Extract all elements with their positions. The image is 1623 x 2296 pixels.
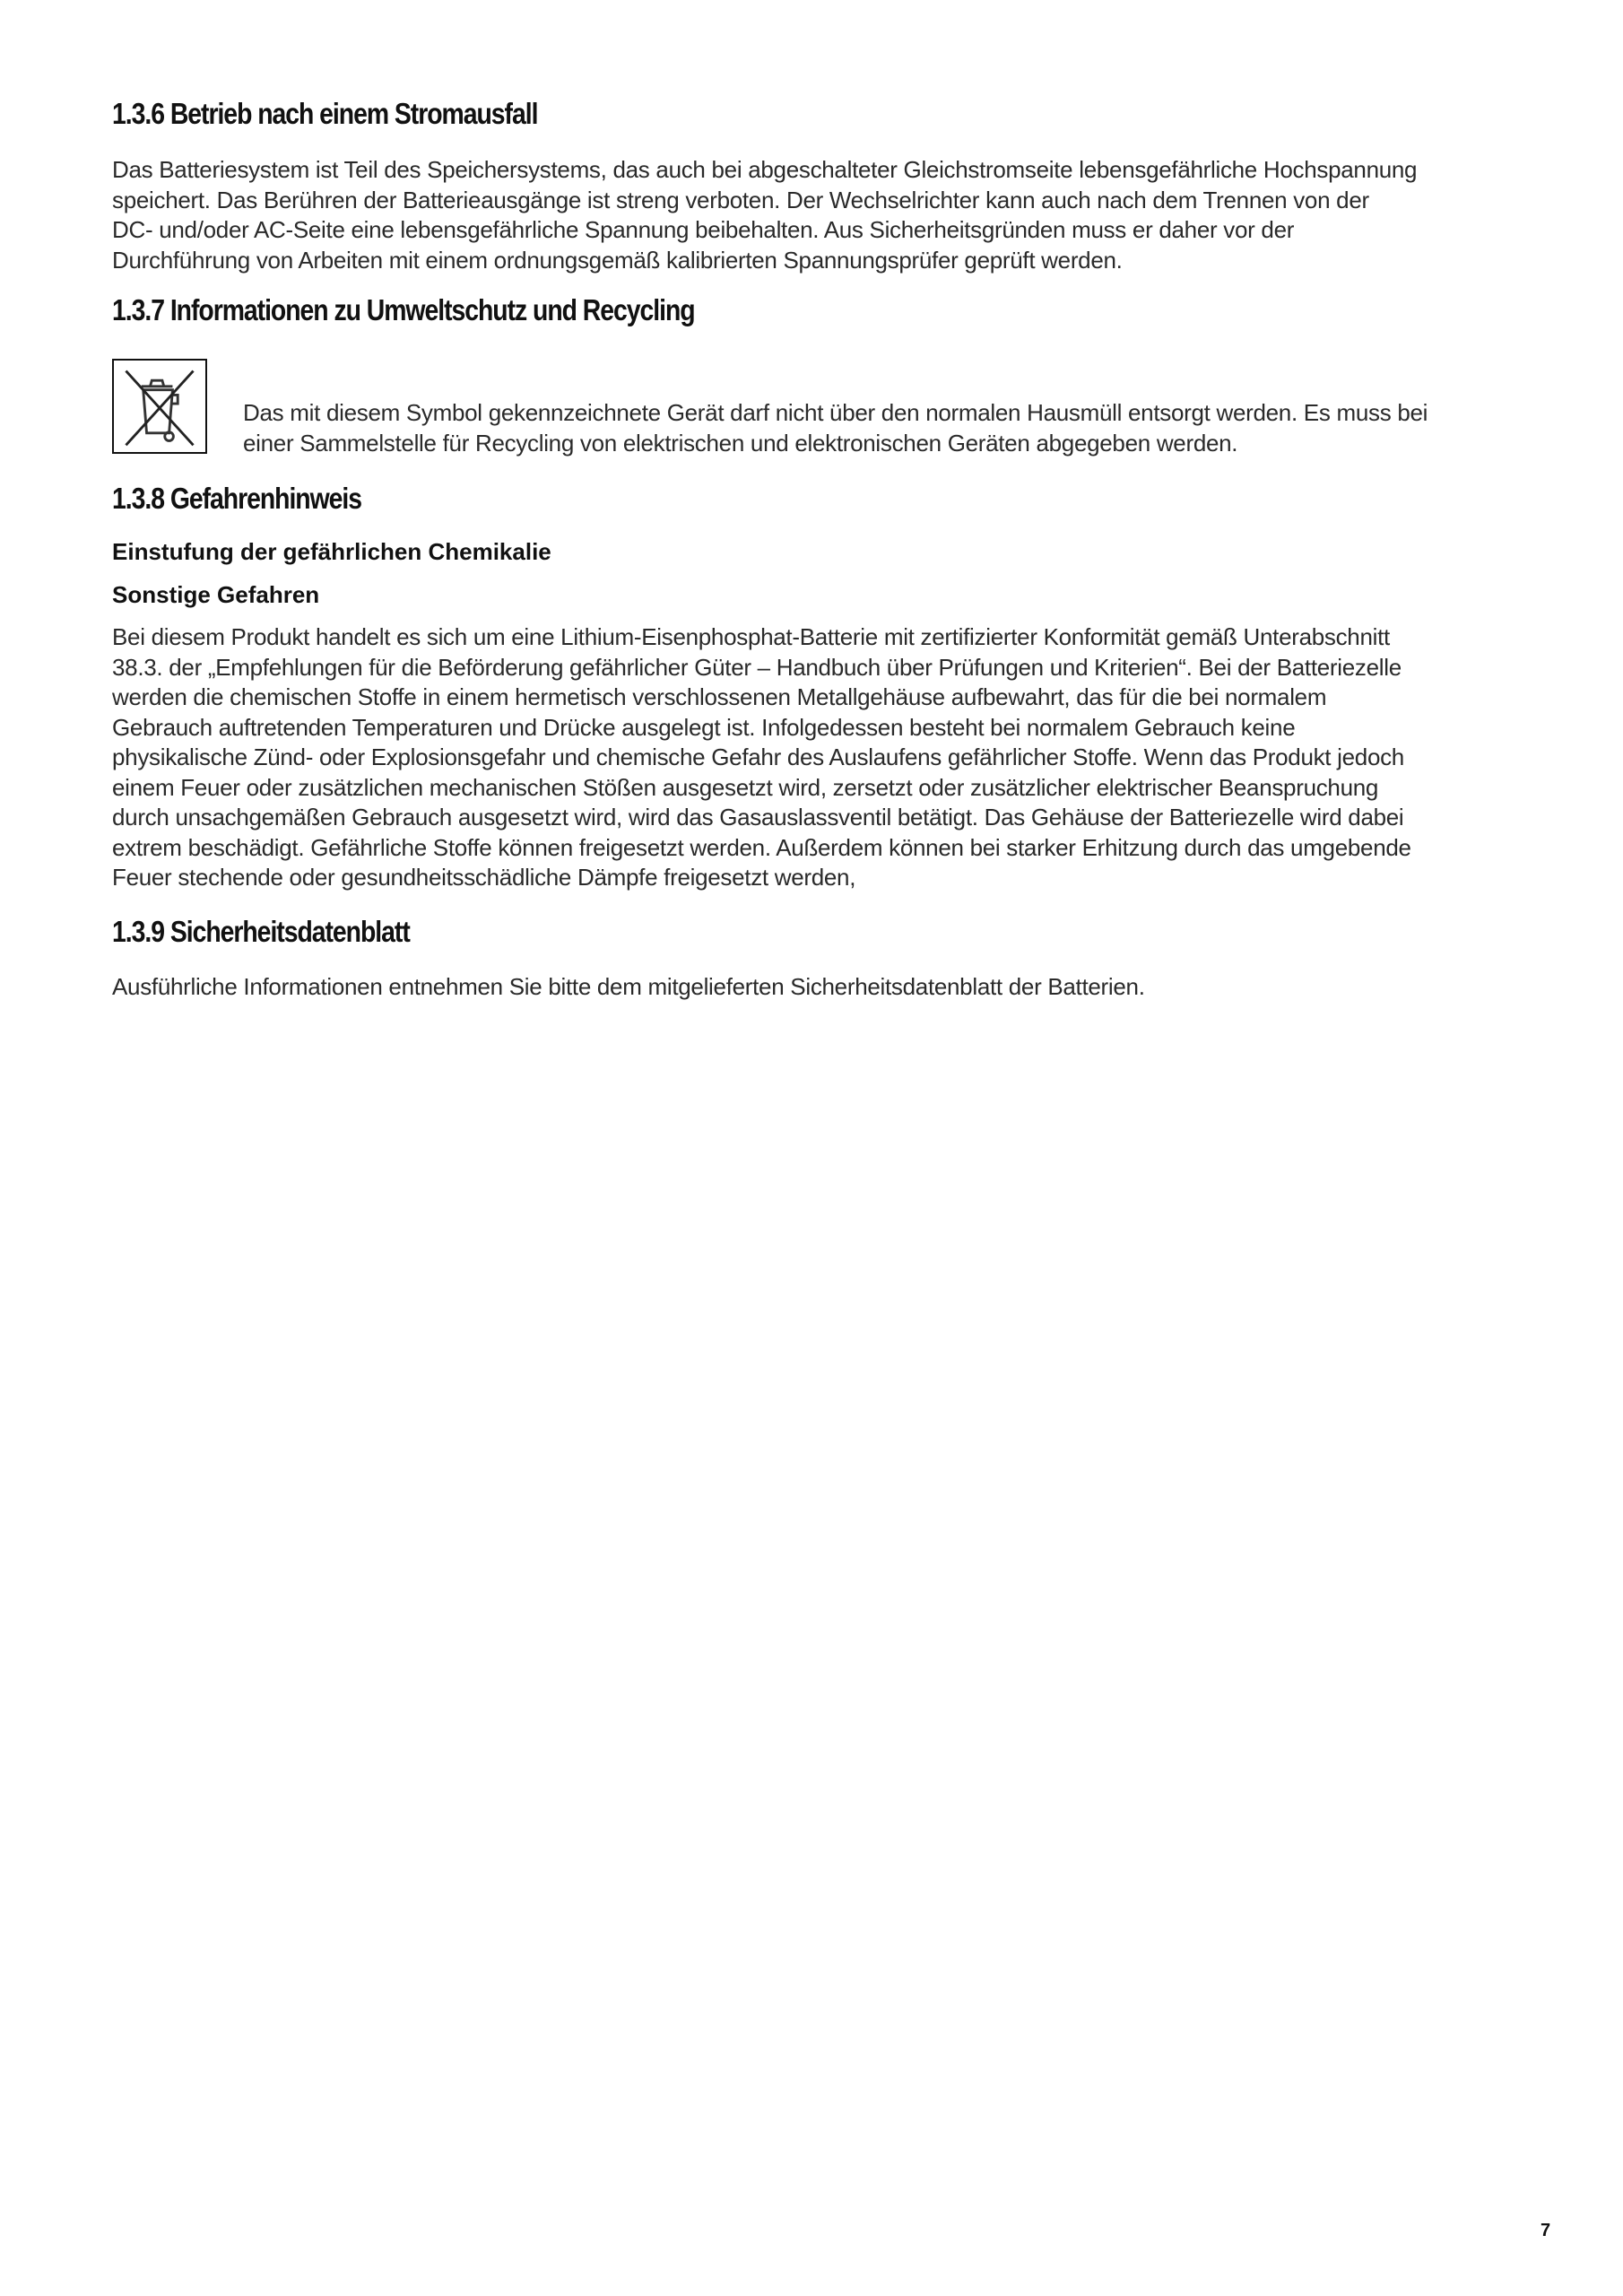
text-line: speichert. Das Berühren der Batterieausgänge ist streng verboten. Der Wechselrichter kann auch nach dem Trennen von der (112, 186, 1369, 213)
subheading-hazard-classification: Einstufung der gefährlichen Chemikalie (112, 538, 551, 565)
text-line: 38.3. der „Empfehlungen für die Beförderung gefährlicher Güter – Handbuch über Prüfungen und Kriterien“. Bei der Batteriezelle (112, 653, 1402, 681)
text-line: einem Feuer oder zusätzlichen mechanischen Stößen ausgesetzt wird, zersetzt oder zusätzlicher elektrischer Beanspruchung (112, 773, 1379, 801)
text-line: Ausführliche Informationen entnehmen Sie bitte dem mitgelieferten Sicherheitsdatenblatt der Batterien. (112, 973, 1145, 1000)
text-line: durch unsachgemäßen Gebrauch ausgesetzt wird, wird das Gasauslassventil betätigt. Das Gehäuse der Batteriezelle wird dabei (112, 804, 1404, 831)
text-line: DC- und/oder AC-Seite eine lebensgefährliche Spannung beibehalten. Aus Sicherheitsgründen muss er daher vor der (112, 216, 1295, 243)
text-line: Gebrauch auftretenden Temperaturen und Drücke ausgelegt ist. Infolgedessen besteht bei normalem Gebrauch keine (112, 713, 1296, 741)
crossed-out-wheelie-bin-icon (112, 359, 207, 454)
paragraph-safety-data-sheet (112, 972, 1556, 1003)
page-number: 7 (1541, 2221, 1551, 2240)
paragraph-hazard-notice (112, 622, 1556, 893)
text-line: extrem beschädigt. Gefährliche Stoffe können freigesetzt werden. Außerdem können bei starker Erhitzung durch das umgebende (112, 833, 1411, 861)
text-line: Feuer stechende oder gesundheitsschädliche Dämpfe freigesetzt werden, (112, 864, 856, 891)
paragraph-recycling (243, 398, 1552, 458)
text-line: einer Sammelstelle für Recycling von elektrischen und elektronischen Geräten abgegeben werden. (243, 429, 1238, 457)
text-line: Das Batteriesystem ist Teil des Speichersystems, das auch bei abgeschalteter Gleichstromseite lebensgefährliche Hochspannung (112, 156, 1418, 183)
text-line: physikalische Zünd- oder Explosionsgefahr und chemische Gefahr des Auslaufens gefährlicher Stoffe. Wenn das Produkt jedoch (112, 744, 1404, 770)
text-line: werden die chemischen Stoffe in einem hermetisch verschlossenen Metallgehäuse aufbewahrt, das für die bei normalem (112, 683, 1327, 710)
paragraph-power-failure (112, 155, 1556, 275)
subheading-other-hazards: Sonstige Gefahren (112, 581, 320, 608)
heading-1-3-6: 1.3.6 Betrieb nach einem Stromausfall (112, 97, 538, 130)
text-line: Das mit diesem Symbol gekennzeichnete Gerät darf nicht über den normalen Hausmüll entsorgt werden. Es muss bei (243, 399, 1428, 426)
heading-1-3-8: 1.3.8 Gefahrenhinweis (112, 482, 362, 515)
heading-1-3-7: 1.3.7 Informationen zu Umweltschutz und Recycling (112, 293, 695, 326)
text-line: Bei diesem Produkt handelt es sich um eine Lithium-Eisenphosphat-Batterie mit zertifizierter Konformität gemäß Unterabschnitt (112, 623, 1390, 650)
heading-1-3-9: 1.3.9 Sicherheitsdatenblatt (112, 915, 410, 948)
text-line: Durchführung von Arbeiten mit einem ordnungsgemäß kalibrierten Spannungsprüfer geprüft werden. (112, 246, 1123, 274)
